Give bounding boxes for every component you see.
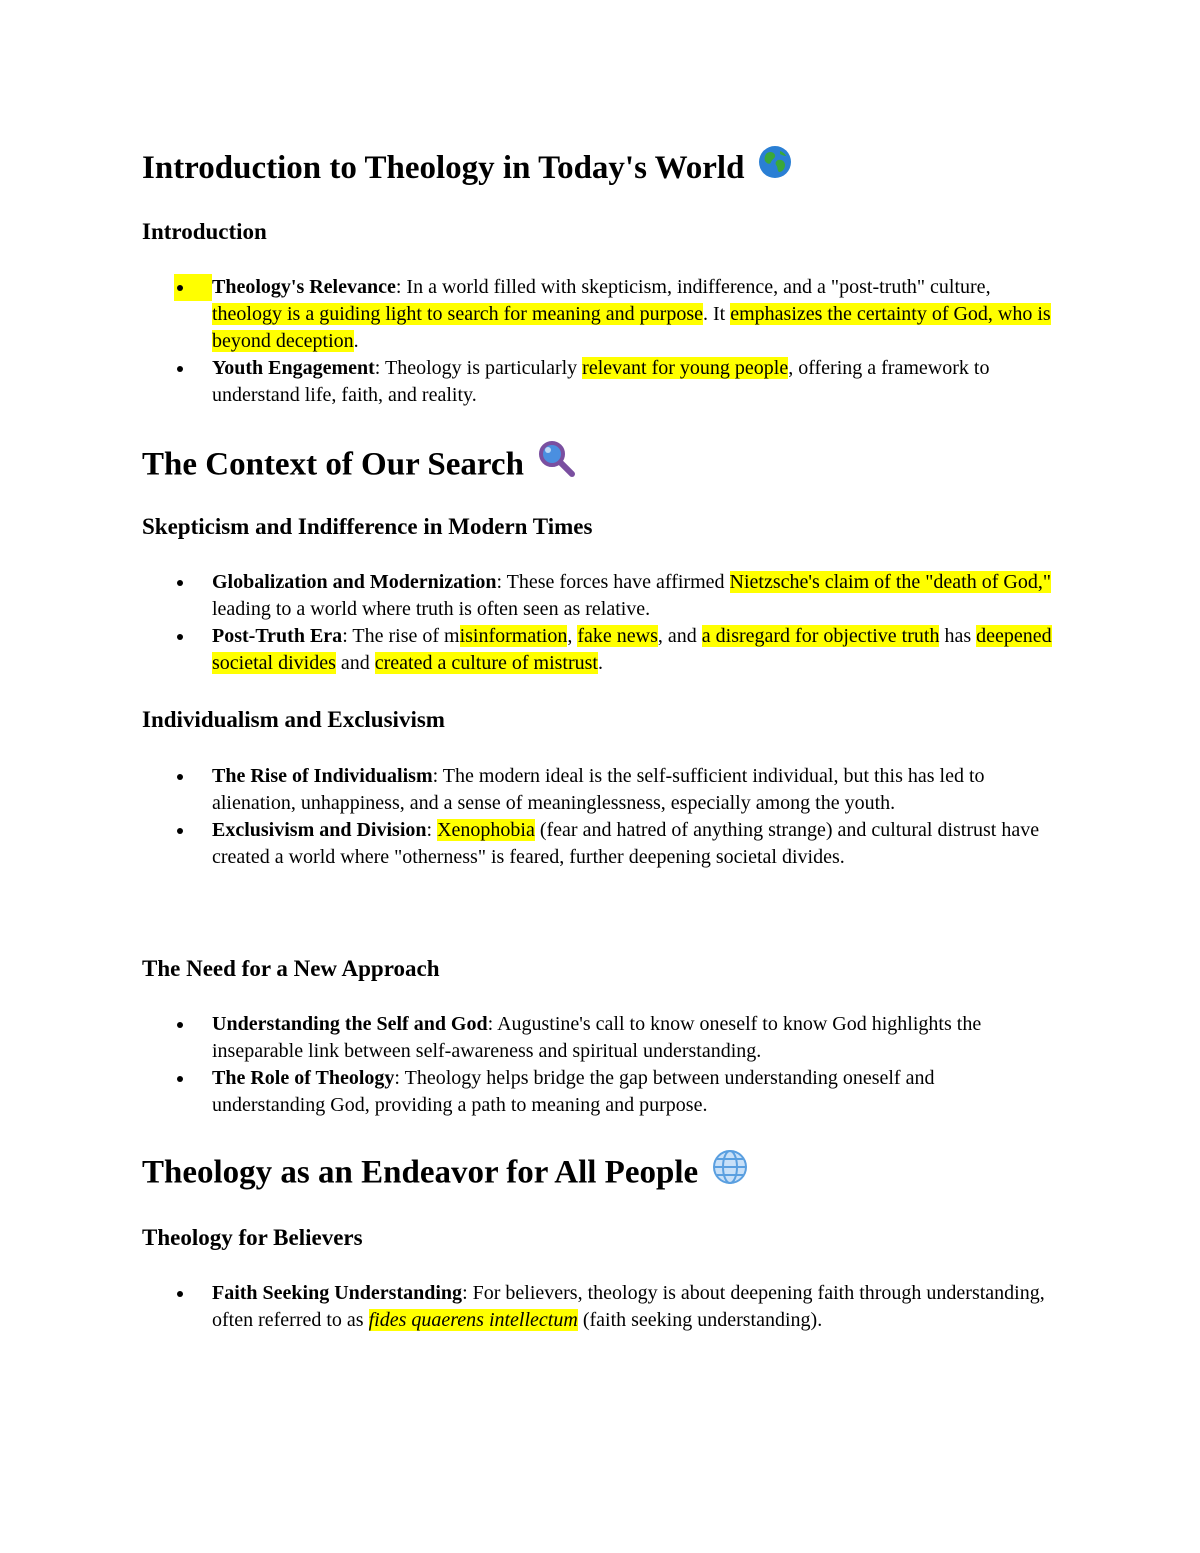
bullet-list [0, 1280, 1200, 1334]
bullet-list [0, 763, 1200, 871]
section-title: Introduction to Theology in Today's World [142, 148, 792, 192]
bullet-icon [177, 1022, 183, 1028]
bullet-icon [177, 366, 183, 372]
globe-icon [758, 145, 792, 189]
section-title: Theology as an Endeavor for All People [142, 1152, 748, 1198]
list-item: Understanding the Self and God: Augustine's call to know oneself to know God highlights the inseparable link between self-awareness and spiritual understanding. [0, 1011, 1052, 1065]
bullet-icon [177, 634, 183, 640]
bullet-list [0, 274, 1200, 409]
list-item: Youth Engagement: Theology is particularly relevant for young people, offering a framework to understand life, faith, and reality. [0, 355, 1052, 409]
bullet-icon [177, 774, 183, 780]
bullet-icon [177, 1291, 183, 1297]
subsection-heading: Individualism and Exclusivism [142, 707, 445, 732]
list-item: Theology's Relevance: In a world filled with skepticism, indifference, and a "post-truth" culture, theology is a guiding light to search for meaning and purpose. It emphasizes the certainty of God, who is beyond deception. [0, 274, 1052, 355]
list-item: Faith Seeking Understanding: For believers, theology is about deepening faith through understanding, often referred to as fides quaerens intellectum (faith seeking understanding). [0, 1280, 1052, 1334]
subsection-heading: The Need for a New Approach [142, 956, 440, 981]
subsection-heading: Introduction [142, 219, 267, 244]
bullet-list [0, 569, 1200, 677]
bullet-icon [177, 828, 183, 834]
network-globe-icon [712, 1149, 748, 1195]
list-item: Exclusivism and Division: Xenophobia (fear and hatred of anything strange) and cultural distrust have created a world where "otherness" is feared, further deepening societal divides. [0, 817, 1052, 871]
list-item: Post-Truth Era: The rise of misinformation, fake news, and a disregard for objective truth has deepened societal divides and created a culture of mistrust. [0, 623, 1052, 677]
list-item: Globalization and Modernization: These forces have affirmed Nietzsche's claim of the "death of God," leading to a world where truth is often seen as relative. [0, 569, 1052, 623]
bullet-icon [177, 1076, 183, 1082]
subsection-heading: Theology for Believers [142, 1225, 363, 1250]
magnifying-glass-icon [538, 440, 576, 488]
bullet-icon [177, 580, 183, 586]
list-item: The Role of Theology: Theology helps bridge the gap between understanding oneself and understanding God, providing a path to meaning and purpose. [0, 1065, 1052, 1119]
bullet-list [0, 1011, 1200, 1119]
subsection-heading: Skepticism and Indifference in Modern Times [142, 514, 593, 539]
bullet-icon [174, 274, 212, 301]
section-title: The Context of Our Search [142, 443, 576, 491]
list-item: The Rise of Individualism: The modern ideal is the self-sufficient individual, but this has led to alienation, unhappiness, and a sense of meaninglessness, especially among the youth. [0, 763, 1052, 817]
